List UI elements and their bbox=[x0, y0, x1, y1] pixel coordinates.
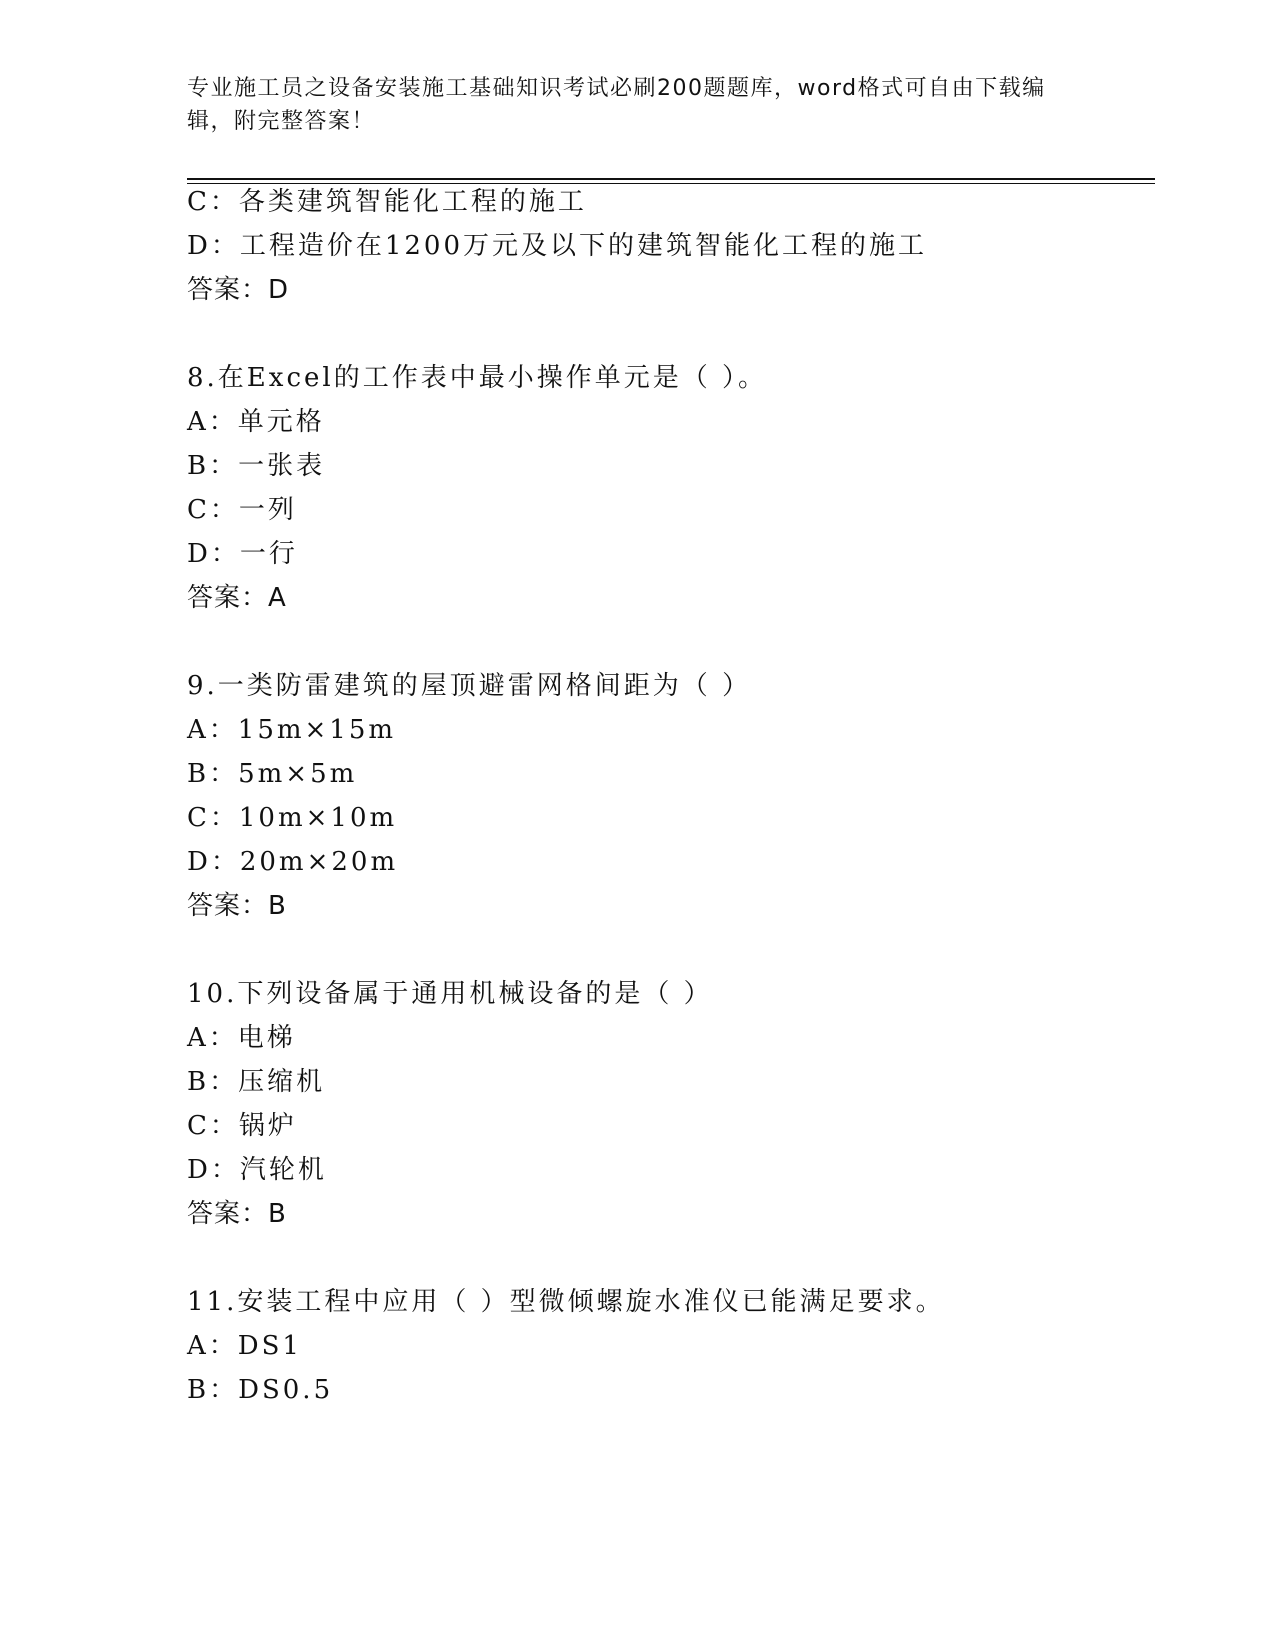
option-c: C：各类建筑智能化工程的施工 bbox=[187, 187, 587, 217]
option-d: D：20m×20m bbox=[187, 847, 399, 877]
option-d: D：一行 bbox=[187, 539, 298, 569]
option-b: B：DS0.5 bbox=[187, 1375, 334, 1405]
option-c: C：10m×10m bbox=[187, 803, 398, 833]
option-d: D：工程造价在1200万元及以下的建筑智能化工程的施工 bbox=[187, 231, 928, 261]
option-b: B：压缩机 bbox=[187, 1067, 326, 1097]
question-11: 11.安装工程中应用（ ）型微倾螺旋水准仪已能满足要求。 bbox=[187, 1287, 945, 1317]
header-rule-thick bbox=[187, 178, 1155, 180]
option-d: D：汽轮机 bbox=[187, 1155, 327, 1185]
header-rule-thin bbox=[187, 183, 1155, 184]
option-b: B：一张表 bbox=[187, 451, 326, 481]
answer: 答案：A bbox=[187, 583, 287, 613]
option-c: C：一列 bbox=[187, 495, 297, 525]
document-header: 专业施工员之设备安装施工基础知识考试必刷200题题库，word格式可自由下载编辑，附完整答案！ bbox=[187, 76, 1046, 134]
option-a: A：单元格 bbox=[187, 407, 325, 437]
answer: 答案：D bbox=[187, 275, 290, 305]
option-a: A：电梯 bbox=[187, 1023, 296, 1053]
option-b: B：5m×5m bbox=[187, 759, 358, 789]
question-8: 8.在Excel的工作表中最小操作单元是（ ）。 bbox=[187, 363, 767, 393]
question-9: 9.一类防雷建筑的屋顶避雷网格间距为（ ） bbox=[187, 671, 752, 701]
question-10: 10.下列设备属于通用机械设备的是（ ） bbox=[187, 979, 713, 1009]
option-c: C：锅炉 bbox=[187, 1111, 297, 1141]
answer: 答案：B bbox=[187, 1199, 287, 1229]
option-a: A：DS1 bbox=[187, 1331, 302, 1361]
option-a: A：15m×15m bbox=[187, 715, 397, 745]
answer: 答案：B bbox=[187, 891, 287, 921]
